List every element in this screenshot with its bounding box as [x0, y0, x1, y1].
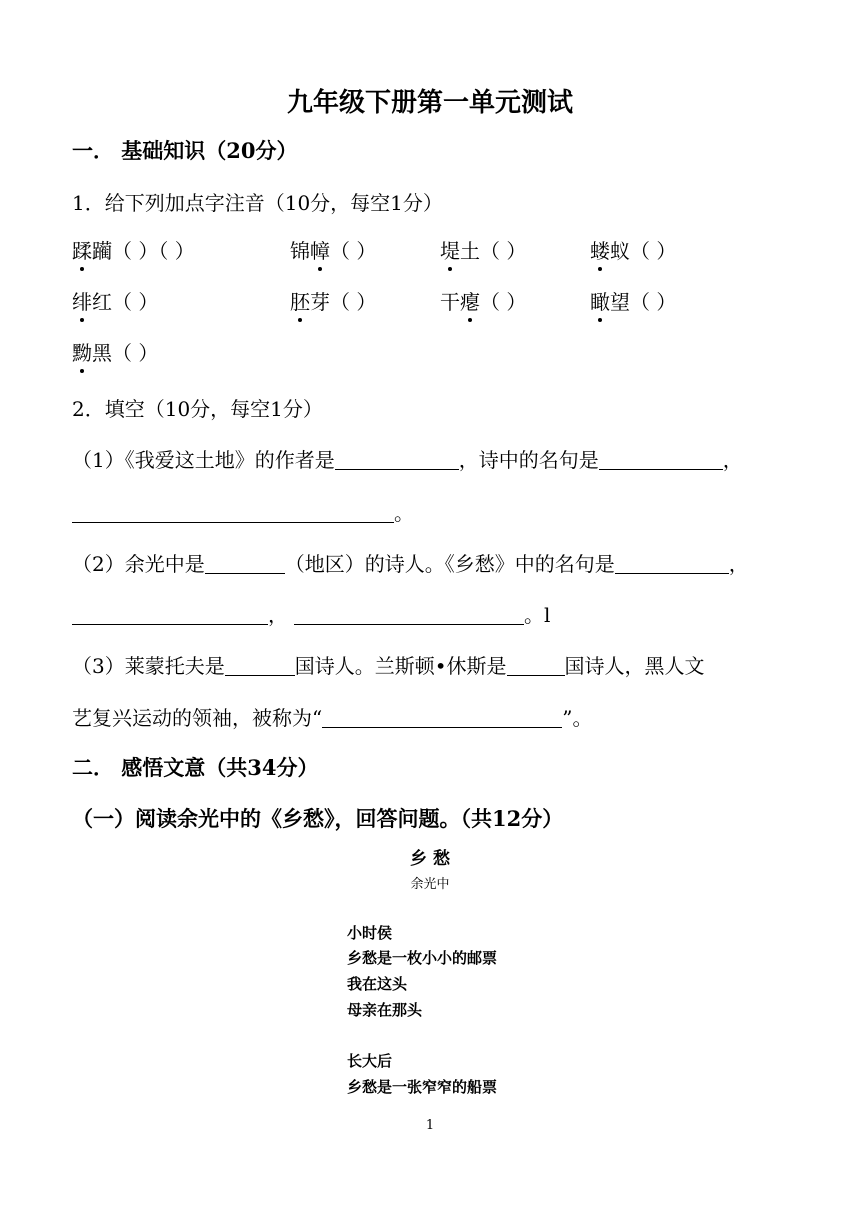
page-title: 九年级下册第一单元测试 [286, 88, 573, 118]
fill-blank[interactable] [322, 707, 562, 728]
fill-blank[interactable] [225, 655, 295, 676]
fill-line-3 [72, 650, 705, 679]
dotted-char: 绯 [72, 286, 92, 315]
answer-blank[interactable]: （ ） [112, 341, 159, 365]
dotted-char: 黝 [72, 337, 92, 366]
pinyin-item [440, 286, 526, 315]
text: 。l [524, 603, 551, 627]
dotted-char: 瞰 [590, 286, 610, 315]
fill-line-2b [72, 599, 550, 628]
fill-blank[interactable] [205, 553, 285, 574]
fill-line-3b [72, 702, 592, 731]
question-1-stem: 1．给下列加点字注音（10分，每空1分） [72, 191, 443, 215]
char: 蚁 [610, 239, 630, 263]
page-number: 1 [425, 1118, 435, 1133]
char: 芽 [310, 290, 330, 314]
text: 国诗人。兰斯顿•休斯是 [294, 654, 507, 678]
poem-line: 乡愁是一枚小小的邮票 [347, 949, 498, 967]
pinyin-item [290, 286, 376, 315]
dotted-char: 蝼 [590, 235, 610, 264]
fill-blank[interactable] [72, 604, 268, 625]
answer-blank[interactable]: （ ） [330, 239, 377, 263]
section-1-heading: 一． 基础知识（20分） [72, 138, 298, 163]
pinyin-item [72, 337, 158, 366]
fill-blank[interactable] [507, 655, 565, 676]
text: （地区）的诗人。《乡愁》中的名句是 [284, 552, 615, 576]
section-2-heading: 二． 感悟文意（共34分） [72, 755, 319, 780]
poem-author: 余光中 [410, 877, 450, 892]
text: ， [268, 603, 288, 627]
fill-line-1 [72, 444, 743, 473]
pinyin-item [440, 235, 526, 264]
poem-line: 乡愁是一张窄窄的船票 [347, 1078, 498, 1096]
fill-blank[interactable] [294, 604, 524, 625]
fill-line-1b [72, 497, 414, 526]
question-2-stem: 2．填空（10分，每空1分） [72, 397, 323, 421]
char: 红 [92, 290, 112, 314]
answer-blank[interactable]: （ ）（ ） [112, 239, 195, 263]
char: 望 [610, 290, 630, 314]
poem-line: 长大后 [347, 1052, 393, 1070]
dotted-char: 瘪 [460, 286, 480, 315]
answer-blank[interactable]: （ ） [480, 239, 527, 263]
poem-title: 乡 愁 [410, 849, 450, 869]
text: （1）《我爱这土地》的作者是 [72, 448, 335, 472]
text: ，诗中的名句是 [458, 448, 599, 472]
answer-blank[interactable]: （ ） [112, 290, 159, 314]
fill-blank[interactable] [72, 502, 394, 523]
dotted-char: 胚 [290, 286, 310, 315]
pinyin-item [72, 286, 158, 315]
text: ”。 [562, 706, 593, 730]
poem-line: 我在这头 [347, 975, 408, 993]
text: ， [722, 448, 743, 472]
fill-blank[interactable] [335, 449, 459, 470]
char: 锦 [290, 239, 310, 263]
poem-line: 小时侯 [347, 924, 393, 942]
pinyin-item [290, 235, 376, 264]
text: （3）莱蒙托夫是 [72, 654, 225, 678]
char: 黑 [92, 341, 112, 365]
dotted-char: 蹂 [72, 235, 92, 264]
char: 干 [440, 290, 460, 314]
pinyin-item [590, 286, 676, 315]
text: 。 [394, 501, 414, 525]
fill-blank[interactable] [615, 553, 729, 574]
text: 艺复兴运动的领袖，被称为“ [72, 706, 323, 730]
pinyin-item [590, 235, 676, 264]
fill-line-2 [72, 548, 749, 577]
char: 躏 [92, 239, 112, 263]
answer-blank[interactable]: （ ） [630, 290, 677, 314]
text: 国诗人，黑人文 [564, 654, 705, 678]
answer-blank[interactable]: （ ） [630, 239, 677, 263]
reading-subheading: （一）阅读余光中的《乡愁》，回答问题。（共12分） [72, 806, 564, 831]
char: 土 [460, 239, 480, 263]
text: ， [728, 552, 749, 576]
text: （2）余光中是 [72, 552, 205, 576]
pinyin-item [72, 235, 195, 264]
answer-blank[interactable]: （ ） [330, 290, 377, 314]
dotted-char: 幛 [310, 235, 330, 264]
fill-blank[interactable] [599, 449, 723, 470]
poem-line: 母亲在那头 [347, 1001, 423, 1019]
answer-blank[interactable]: （ ） [480, 290, 527, 314]
dotted-char: 堤 [440, 235, 460, 264]
